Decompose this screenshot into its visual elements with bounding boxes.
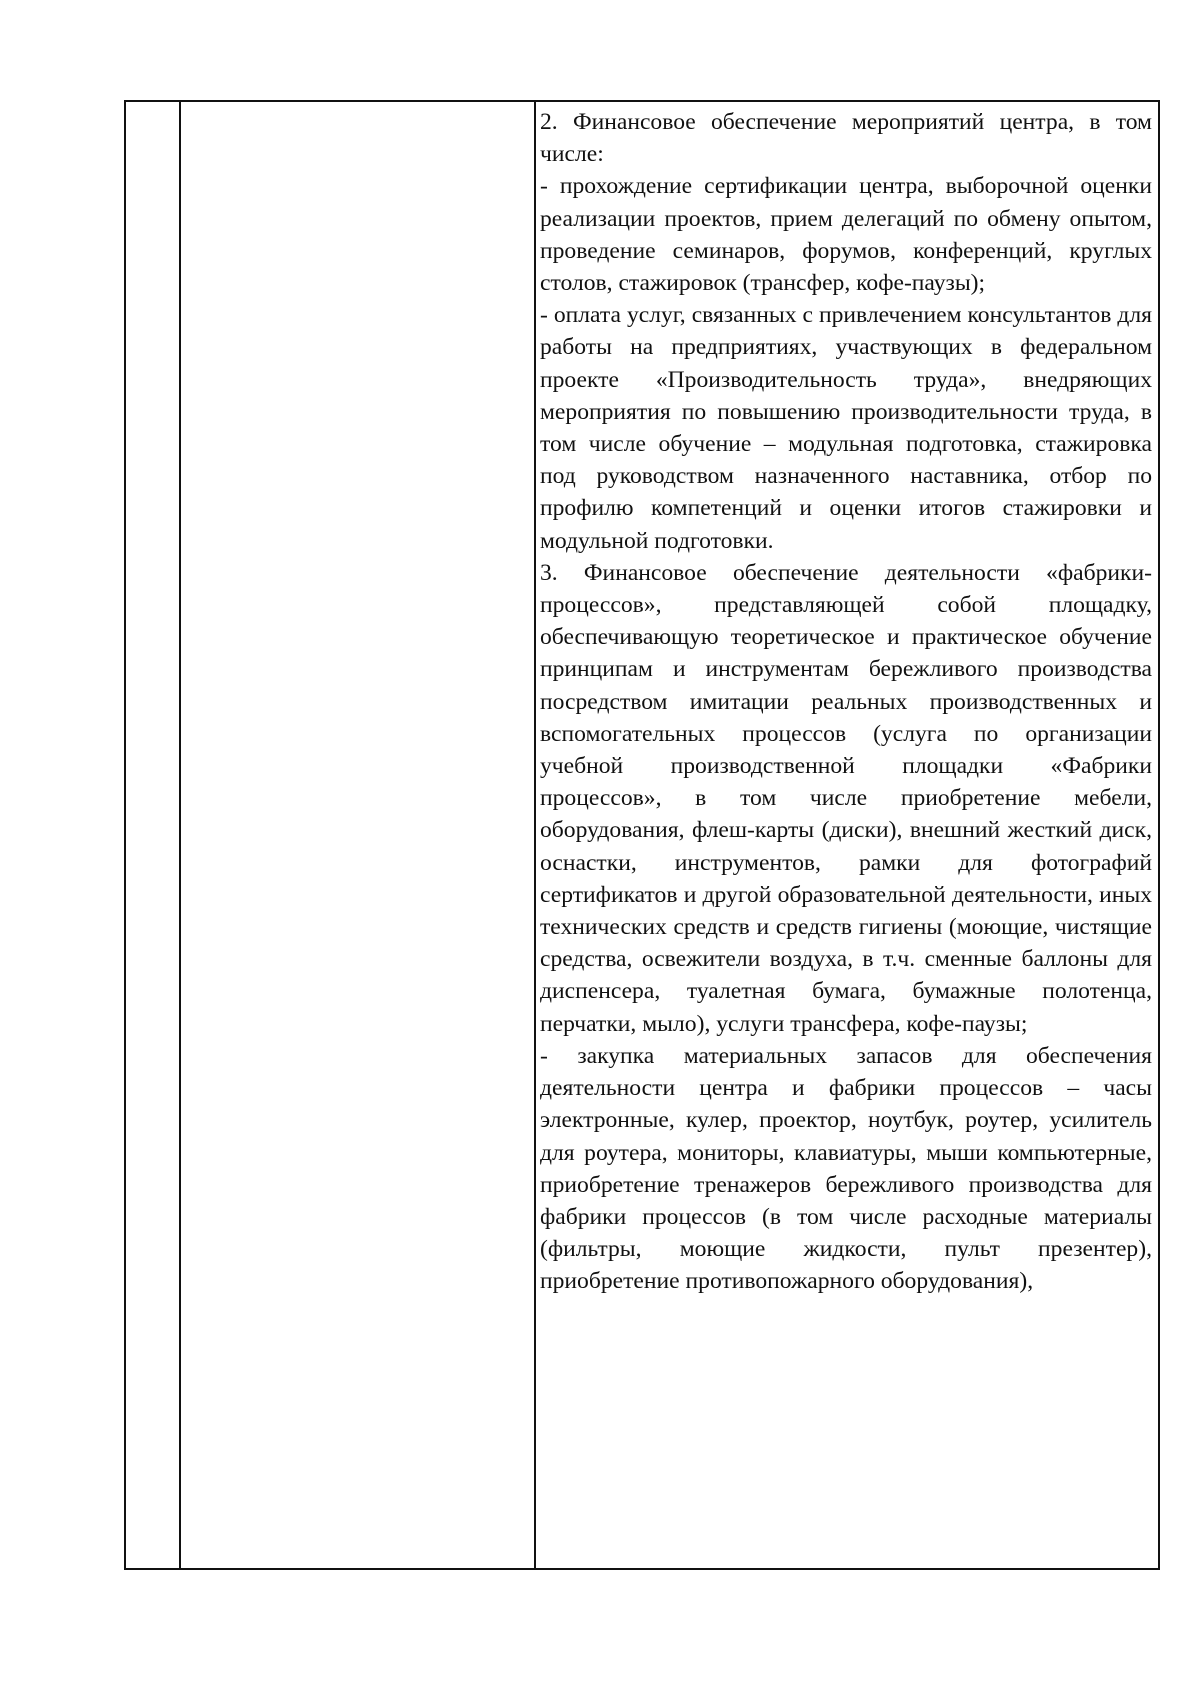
paragraph-procurement: - закупка материальных запасов для обеспечения деятельности центра и фабрики процессов – часы электронные, кулер, проектор, ноутбук, роутер, усилитель для роутера, мониторы, клавиатуры, мыши компьютерные, приобретение тренажеров бережливого производства для фабрики процессов (в том числе расходные материалы (фильтры, моющие жидкости, пульт презентер), приобретение противопожарного оборудования), xyxy=(540,1042,1152,1295)
paragraph-item-3: 3. Финансовое обеспечение деятельности «фабрики-процессов», представляющей собой площадку, обеспечивающую теоретическое и практическое обучение принципам и инструментам бережливого производства посредством имитации реальных производственных и вспомогательных процессов (услуга по организации учебной производственной площадки «Фабрики процессов», в том числе приобретение мебели, оборудования, флеш-карты (диски), внешний жесткий диск, оснастки, инструментов, рамки для фотографий сертификатов и другой образовательной деятельности, иных технических средств и средств гигиены (моющие, чистящие средства, освежители воздуха, в т.ч. сменные баллоны для диспенсера, туалетная бумага, бумажные полотенца, перчатки, мыло), услуги трансфера, кофе-паузы; xyxy=(540,559,1152,1037)
paragraph-consultants: - оплата услуг, связанных с привлечением консультантов для работы на предприятиях, участвующих в федеральном проекте «Производительность труда», внедряющих мероприятия по повышению производительности труда, в том числе обучение – модульная подготовка, стажировка под руководством назначенного наставника, отбор по профилю компетенций и оценки итогов стажировки и модульной подготовки. xyxy=(540,302,1152,554)
paragraph-item-2: 2. Финансовое обеспечение мероприятий центра, в том числе: xyxy=(540,109,1152,168)
column-divider-2 xyxy=(534,102,536,1568)
description-cell xyxy=(540,106,1152,1298)
paragraph-certification: - прохождение сертификации центра, выборочной оценки реализации проектов, прием делегаций по обмену опытом, проведение семинаров, форумов, конференций, круглых столов, стажировок (трансфер, кофе-паузы); xyxy=(540,173,1152,297)
column-divider-1 xyxy=(179,102,181,1568)
document-table xyxy=(124,100,1160,1570)
